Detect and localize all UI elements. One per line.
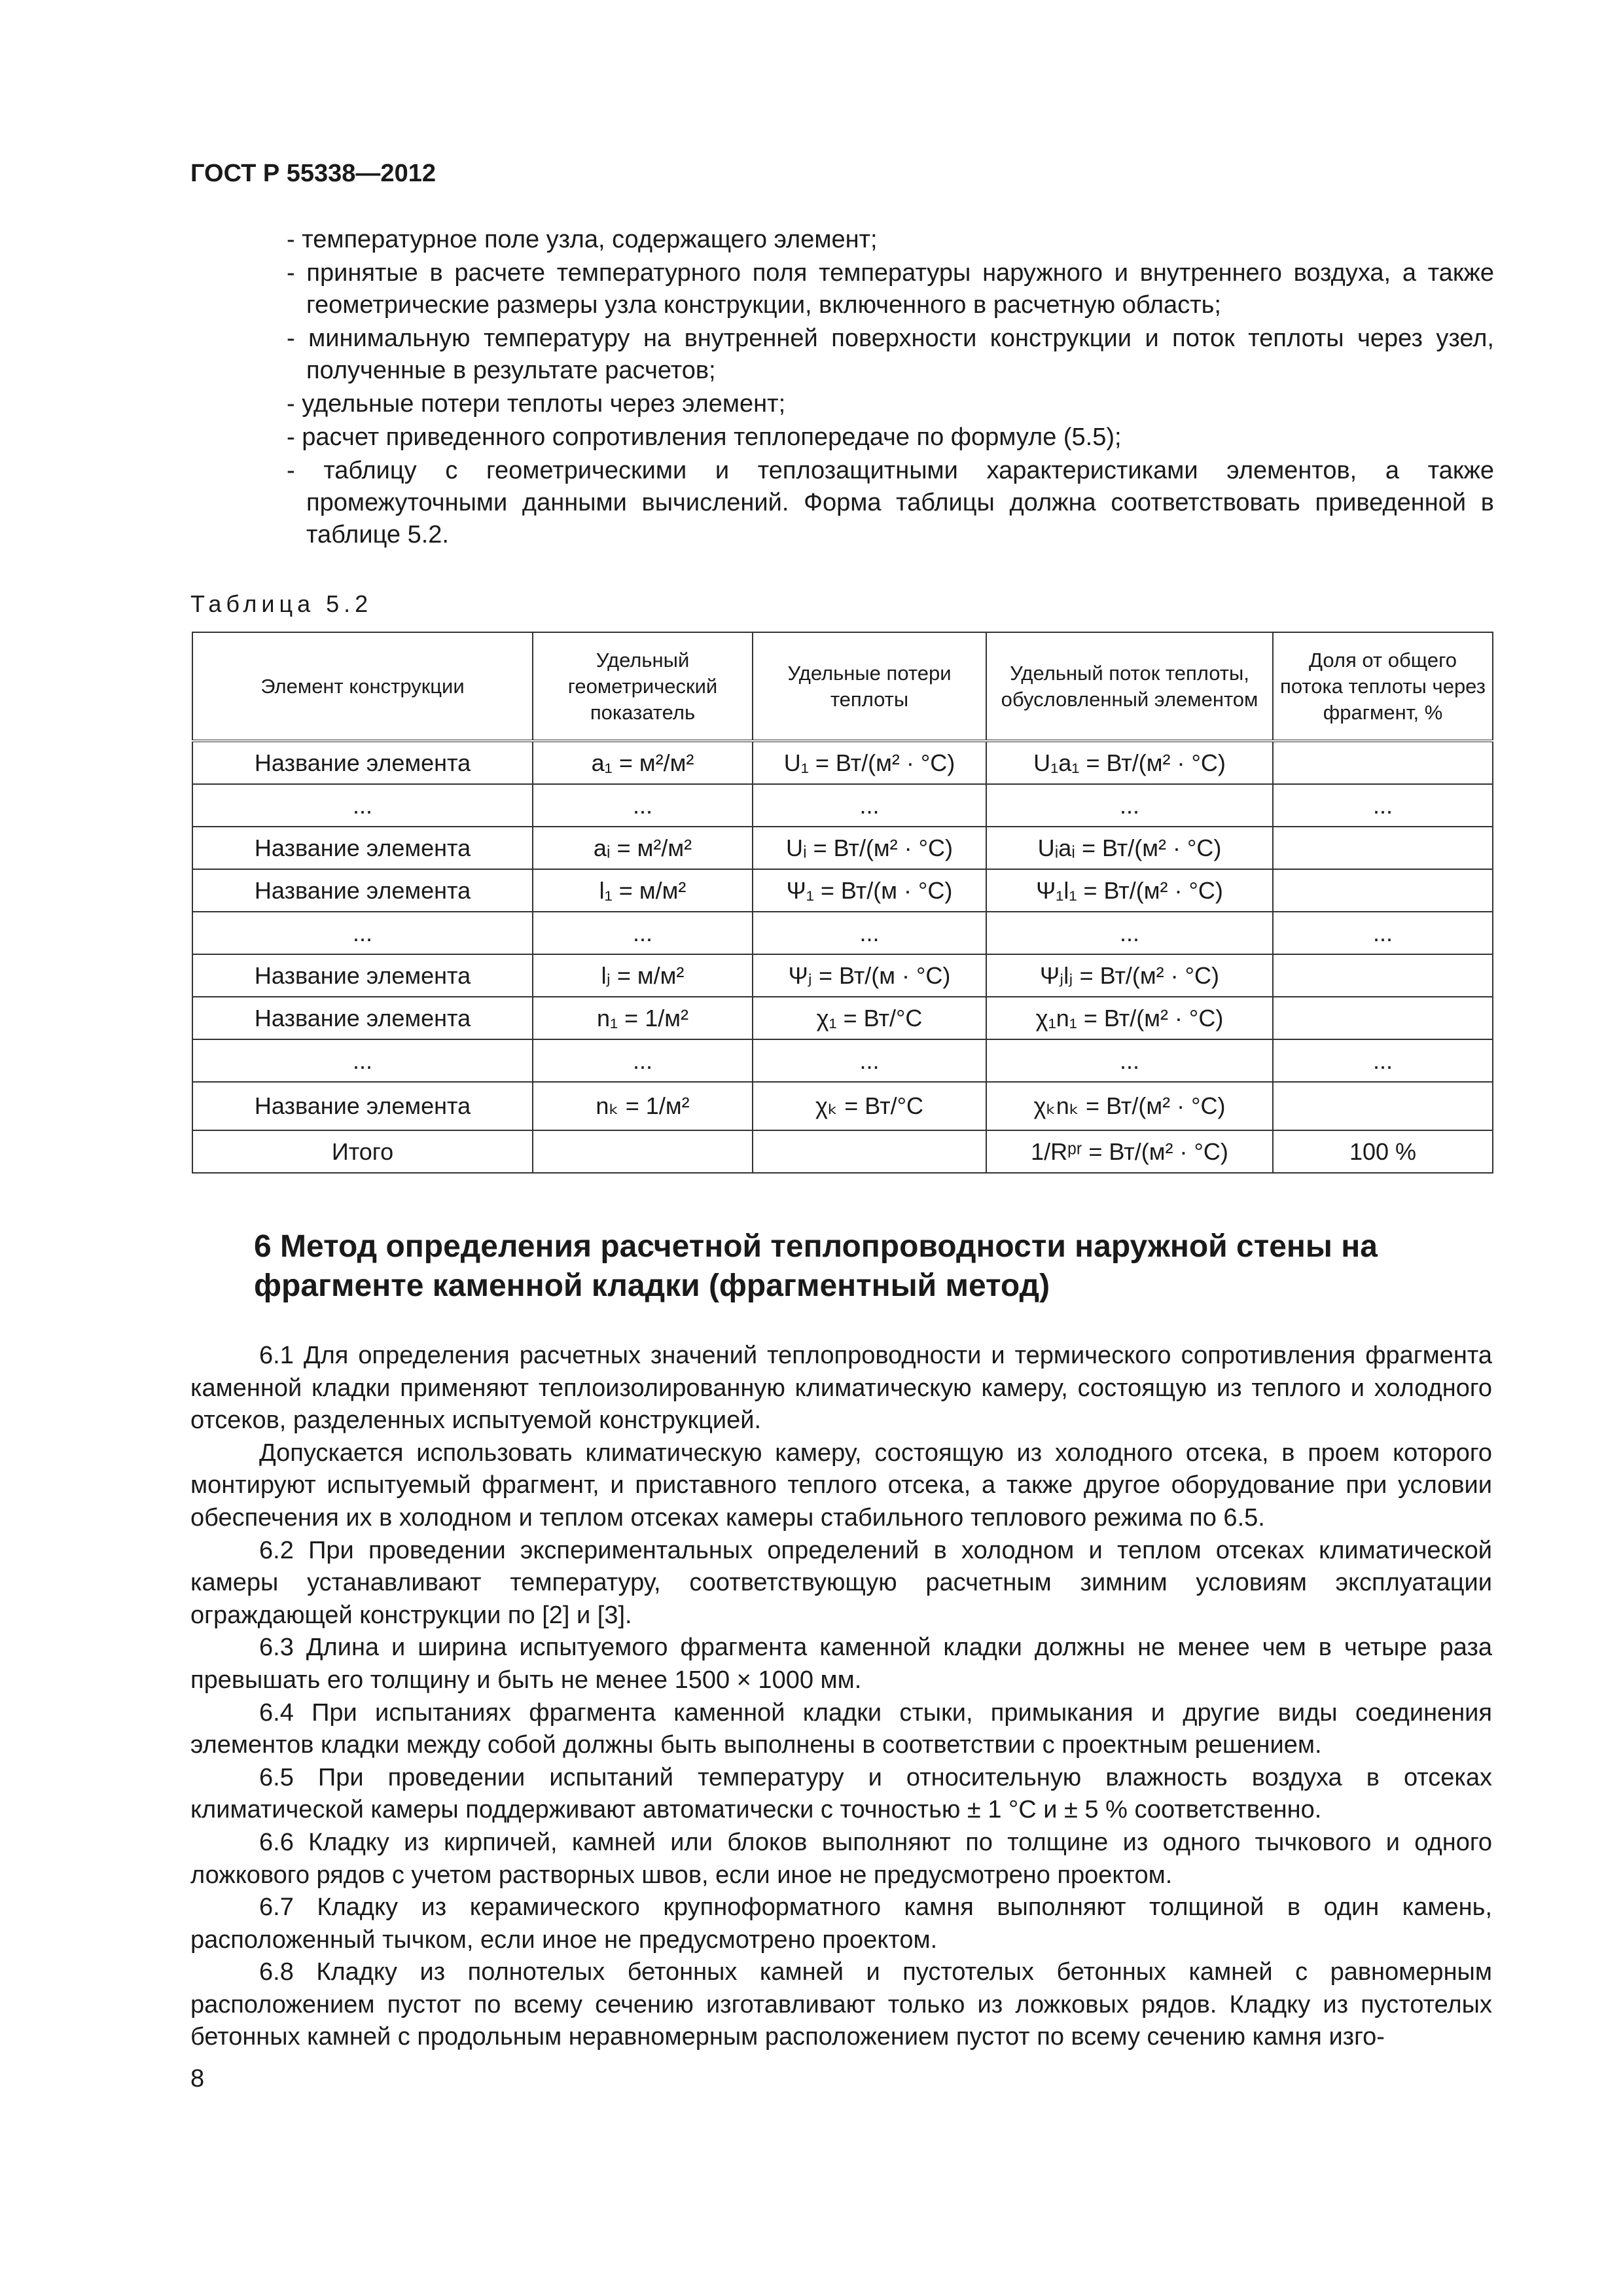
table-cell: a₁ = м²/м²	[533, 741, 753, 784]
column-header: Удельные потери теплоты	[753, 632, 986, 741]
table-cell: ...	[1273, 784, 1493, 827]
table-cell: U₁a₁ = Вт/(м² · °С)	[986, 741, 1273, 784]
paragraph: 6.6 Кладку из кирпичей, камней или блоков выполняют по толщине из одного тычкового и одного ложкового рядов с учетом растворных швов, если иное не предусмотрено проектом.	[190, 1828, 1492, 1889]
table-cell: l₁ = м/м²	[533, 869, 753, 912]
table-cell: ...	[192, 1039, 533, 1082]
table-cell	[1273, 869, 1493, 912]
list-item: - принятые в расчете температурного поля температуры наружного и внутреннего воздуха, а также геометрические размеры узла конструкции, включенного в расчетную область;	[287, 259, 1494, 319]
table-cell: ...	[192, 784, 533, 827]
table-row	[192, 954, 1493, 997]
list-item: - таблицу с геометрическими и теплозащитными характеристиками элементов, а также промежуточными данными вычислений. Форма таблицы должна соответствовать приведенной в таблице 5.2.	[287, 457, 1494, 548]
document-header: ГОСТ Р 55338—2012	[190, 160, 436, 187]
table-cell: ...	[986, 1039, 1273, 1082]
table-cell: U₁ = Вт/(м² · °С)	[753, 741, 986, 784]
table-total-row	[192, 1130, 1493, 1173]
table-cell	[1273, 954, 1493, 997]
table-cell: Ψⱼ = Вт/(м · °С)	[753, 954, 986, 997]
column-header: Удельный геометрический показатель	[533, 632, 753, 741]
table-cell: ...	[533, 1039, 753, 1082]
table-cell: nₖ = 1/м²	[533, 1082, 753, 1130]
table-cell: Название элемента	[192, 1082, 533, 1130]
table-cell: ...	[753, 912, 986, 954]
table-cell: ...	[1273, 912, 1493, 954]
table-cell: n₁ = 1/м²	[533, 997, 753, 1039]
table-caption: Таблица 5.2	[190, 590, 373, 617]
table-cell	[1273, 827, 1493, 869]
paragraph: 6.5 При проведении испытаний температуру и относительную влажность воздуха в отсеках климатической камеры поддерживают автоматически с точностью ± 1 °С и ± 5 % соответственно.	[190, 1763, 1492, 1824]
table-cell: χ₁n₁ = Вт/(м² · °С)	[986, 997, 1273, 1039]
table-row	[192, 912, 1493, 954]
table-cell: χ₁ = Вт/°С	[753, 997, 986, 1039]
paragraph: 6.4 При испытаниях фрагмента каменной кладки стыки, примыкания и другие виды соединения элементов кладки между собой должны быть выполнены в соответствии с проектным решением.	[190, 1698, 1492, 1759]
table-row	[192, 784, 1493, 827]
table-header-row	[192, 632, 1493, 741]
table-cell: Название элемента	[192, 869, 533, 912]
table-cell: Uᵢaᵢ = Вт/(м² · °С)	[986, 827, 1273, 869]
table-cell: Название элемента	[192, 827, 533, 869]
table-cell: ...	[192, 912, 533, 954]
table-cell: Ψ₁l₁ = Вт/(м² · °С)	[986, 869, 1273, 912]
table-row	[192, 1039, 1493, 1082]
table-cell: ...	[1273, 1039, 1493, 1082]
column-header: Элемент конструкции	[192, 632, 533, 741]
column-header: Удельный поток теплоты, обусловленный элементом	[986, 632, 1273, 741]
table-cell: ...	[986, 912, 1273, 954]
table-cell	[1273, 997, 1493, 1039]
list-item: - расчет приведенного сопротивления теплопередаче по формуле (5.5);	[287, 423, 1122, 451]
list-item: - удельные потери теплоты через элемент;	[287, 390, 786, 418]
table-cell: χₖ = Вт/°С	[753, 1082, 986, 1130]
table-cell: Название элемента	[192, 741, 533, 784]
table-cell: ...	[986, 784, 1273, 827]
table-row	[192, 827, 1493, 869]
table-cell	[1273, 1082, 1493, 1130]
table-cell: ...	[753, 784, 986, 827]
table-cell: Uᵢ = Вт/(м² · °С)	[753, 827, 986, 869]
section-heading: 6 Метод определения расчетной теплопроводности наружной стены на фрагменте каменной кладки (фрагментный метод)	[254, 1229, 1378, 1303]
paragraph: 6.7 Кладку из керамического крупноформатного камня выполняют толщиной в один камень, расположенный тычком, если иное не предусмотрено проектом.	[190, 1893, 1492, 1954]
list-item: - температурное поле узла, содержащего элемент;	[287, 226, 878, 253]
list-item: - минимальную температуру на внутренней поверхности конструкции и поток теплоты через узел, полученные в результате расчетов;	[287, 325, 1494, 384]
table-row	[192, 1082, 1493, 1130]
table-cell: Название элемента	[192, 997, 533, 1039]
column-header: Доля от общего потока теплоты через фрагмент, %	[1273, 632, 1493, 741]
table-cell: Итого	[192, 1130, 533, 1173]
table-cell: Ψⱼlⱼ = Вт/(м² · °С)	[986, 954, 1273, 997]
paragraph: 6.8 Кладку из полнотелых бетонных камней и пустотелых бетонных камней с равномерным расположением пустот по всему сечению изготавливают только из ложковых рядов. Кладку из пустотелых бетонных камней с продольным неравномерным расположением пустот по всему сечению камня изго-	[190, 1958, 1492, 2051]
table-cell: ...	[533, 912, 753, 954]
table-cell: 100 %	[1273, 1130, 1493, 1173]
table-cell: Ψ₁ = Вт/(м · °С)	[753, 869, 986, 912]
table-cell: Название элемента	[192, 954, 533, 997]
paragraph: 6.1 Для определения расчетных значений теплопроводности и термического сопротивления фрагмента каменной кладки применяют теплоизолированную климатическую камеру, состоящую из теплого и холодного отсеков, разделенных испытуемой конструкцией.	[190, 1342, 1492, 1435]
paragraph: 6.3 Длина и ширина испытуемого фрагмента каменной кладки должны не менее чем в четыре раза превышать его толщину и быть не менее 1500 × 1000 мм.	[190, 1634, 1492, 1694]
table-cell: aᵢ = м²/м²	[533, 827, 753, 869]
table-row	[192, 741, 1493, 784]
table-cell	[1273, 741, 1493, 784]
table-cell: ...	[753, 1039, 986, 1082]
paragraph: 6.2 При проведении экспериментальных определений в холодном и теплом отсеках климатической камеры устанавливают температуру, соответствующую расчетным зимним условиям эксплуатации ограждающей конструкции по [2] и [3].	[190, 1536, 1492, 1629]
table-cell	[533, 1130, 753, 1173]
table-row	[192, 869, 1493, 912]
table-cell: 1/Rᵖʳ = Вт/(м² · °С)	[986, 1130, 1273, 1173]
table-cell: χₖnₖ = Вт/(м² · °С)	[986, 1082, 1273, 1130]
section-body	[190, 1340, 1492, 2054]
bullet-list	[287, 224, 1494, 552]
characteristics-table	[192, 632, 1493, 1174]
page-number: 8	[190, 2065, 205, 2092]
table-row	[192, 997, 1493, 1039]
table-cell: ...	[533, 784, 753, 827]
table-cell: lⱼ = м/м²	[533, 954, 753, 997]
paragraph: Допускается использовать климатическую камеру, состоящую из холодного отсека, в проем которого монтируют испытуемый фрагмент, и приставного теплого отсека, а также другое оборудование при условии обеспечения их в холодном и теплом отсеках камеры стабильного теплового режима по 6.5.	[190, 1439, 1492, 1532]
table-cell	[753, 1130, 986, 1173]
